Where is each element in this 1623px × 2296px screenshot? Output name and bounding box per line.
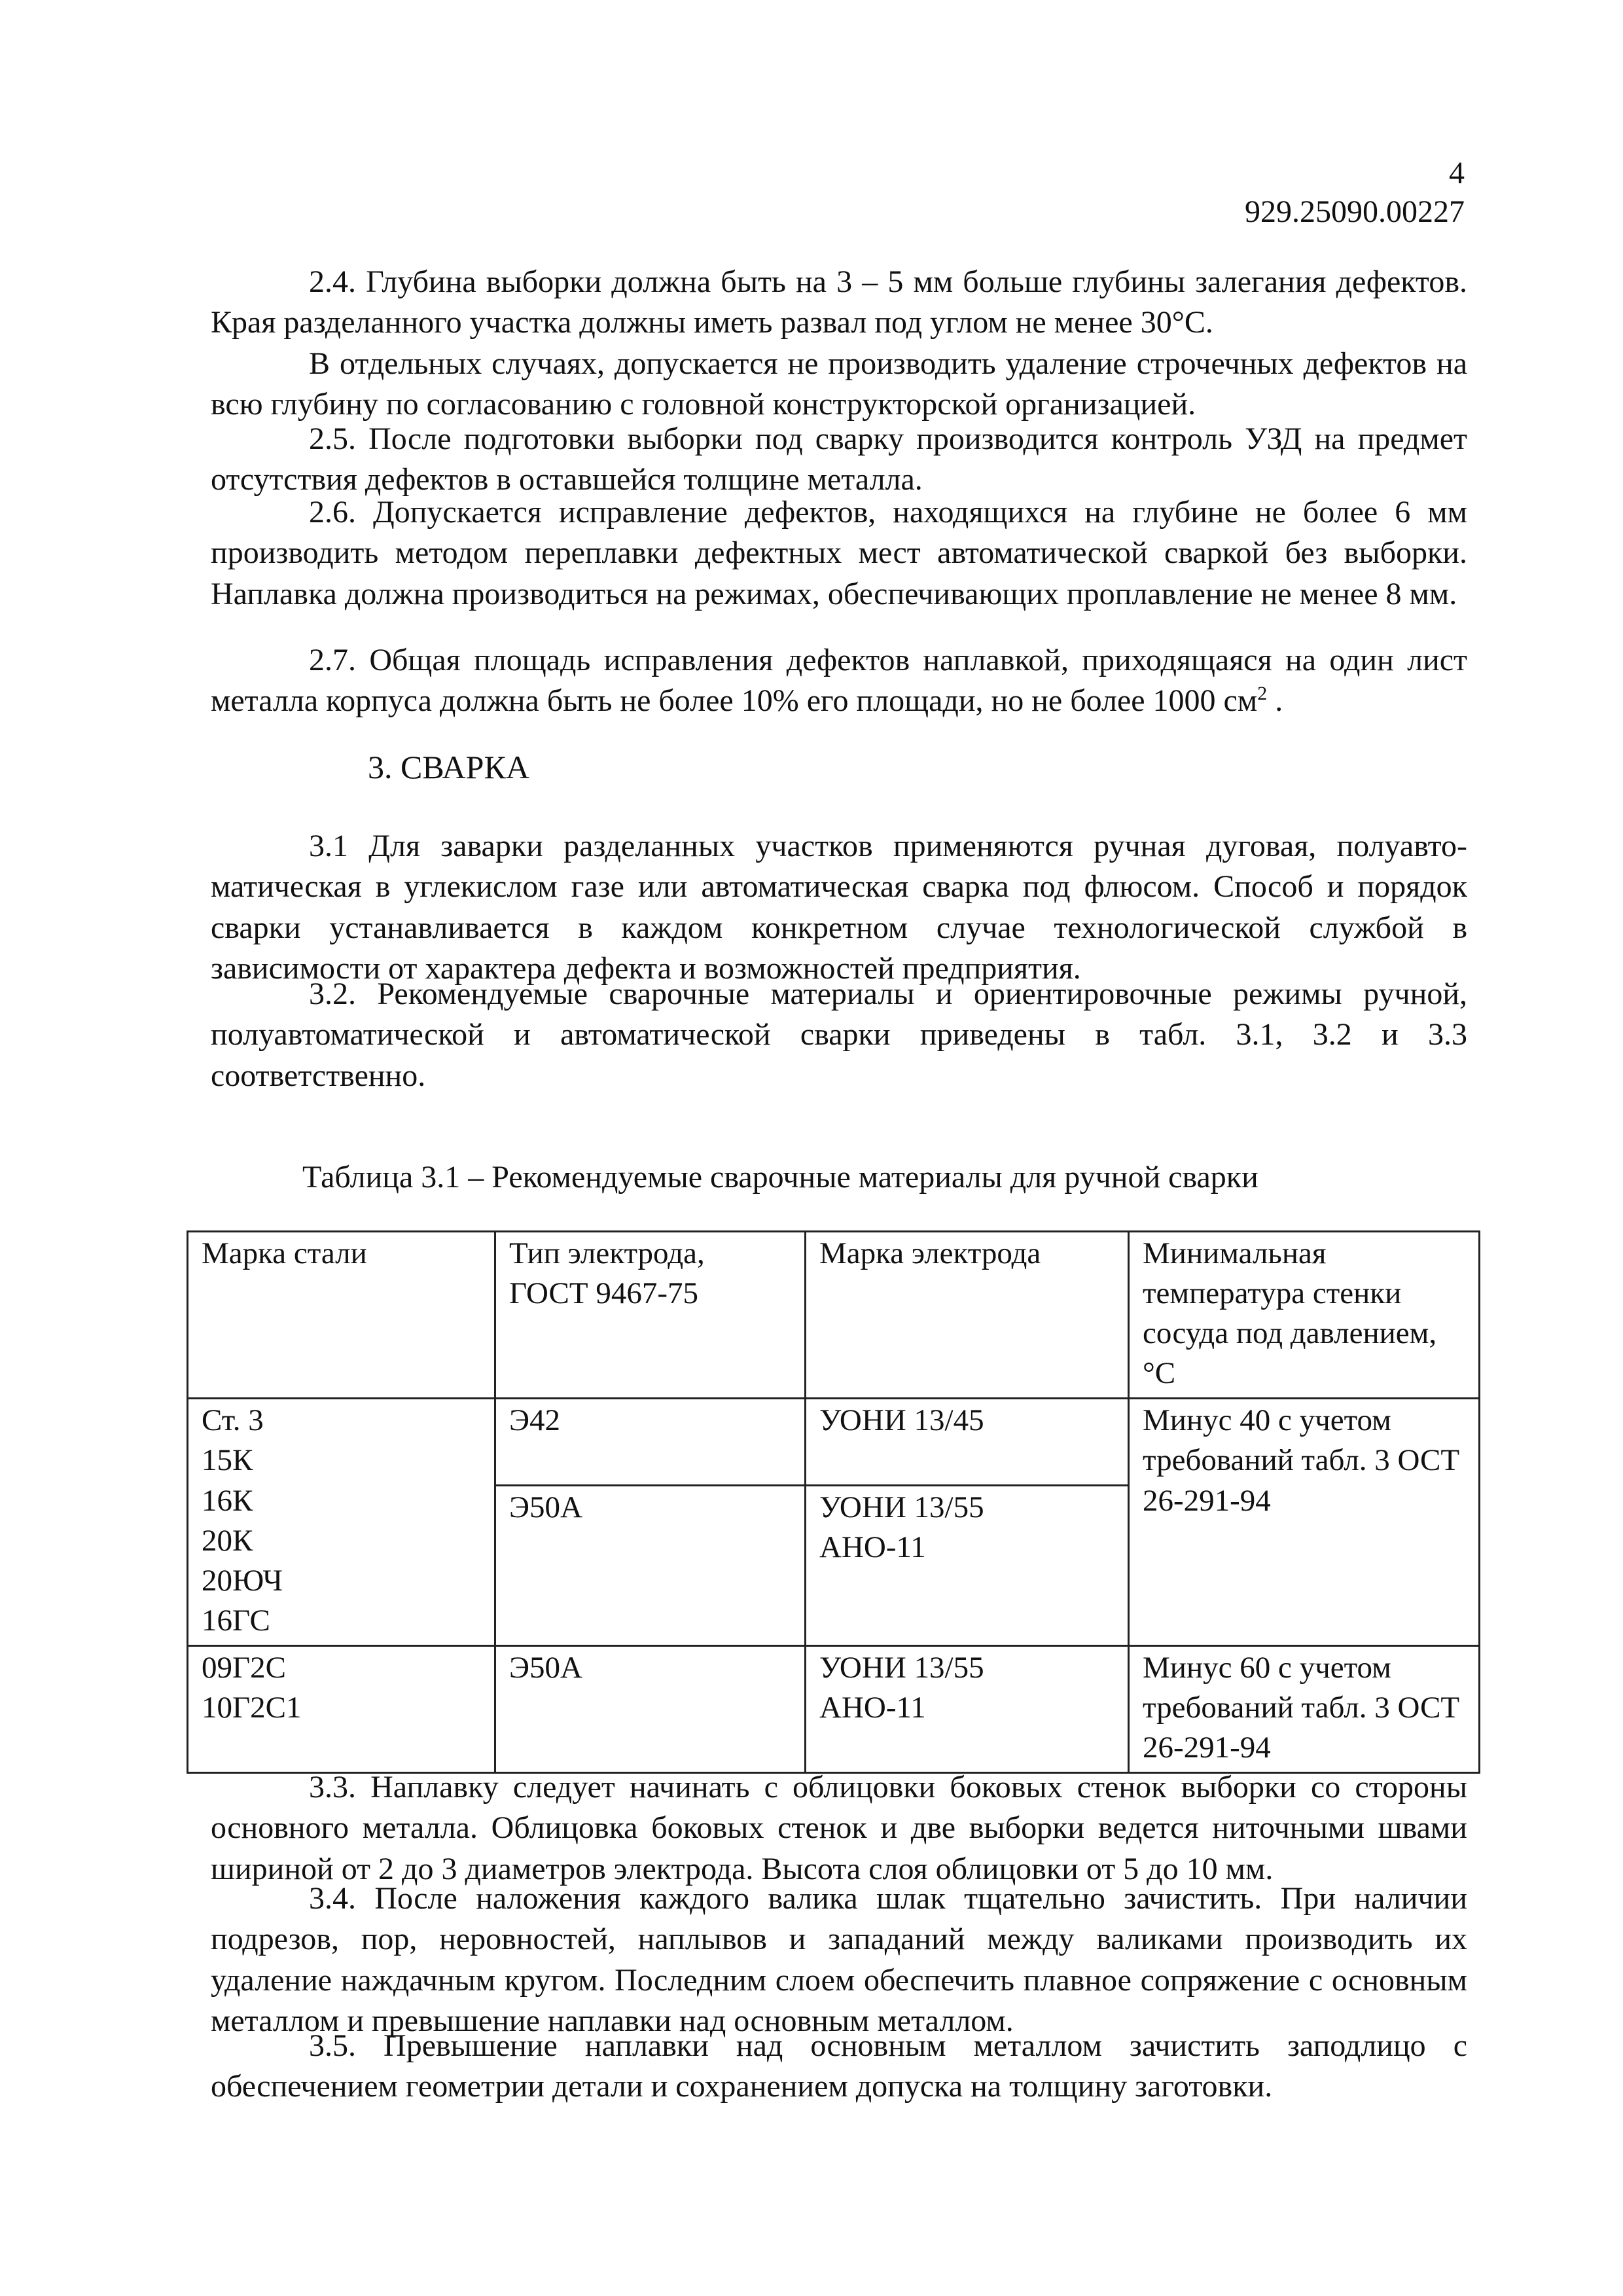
table-caption: Таблица 3.1 – Рекомендуемые сварочные материалы для ручной сварки xyxy=(302,1160,1258,1194)
header-cell: Минимальная температура стенки сосуда под давлением, °С xyxy=(1129,1232,1480,1399)
paragraph-2-5: 2.5. После подготовки выборки под сварку производится контроль УЗД на предмет отсутствия дефектов в оставшейся толщине металла. xyxy=(211,422,1467,497)
paragraph-2-4-note: В отдельных случаях, допускается не производить удаление строчечных дефектов на всю глубину по согласованию с головной конструкторской организацией. xyxy=(211,346,1467,422)
paragraph-3-3: 3.3. Наплавку следует начинать с облицовки боковых стенок выборки со стороны основного металла. Облицовка боковых стенок и две выборки ведется ниточными швами шириной от 2 до 3 диаметров электрода. Высота слоя облицовки от 5 до 10 мм. xyxy=(211,1770,1467,1886)
header-cell: Марка электрода xyxy=(806,1232,1129,1399)
paragraph-3-4: 3.4. После наложения каждого валика шлак тщательно зачистить. При наличии подрезов, пор, неровностей, наплывов и западаний между валиками производить их удаление наждачным кругом. Последним слоем обеспечить плавное сопряжение с основным металлом и превышение наплавки над основным металлом. xyxy=(211,1881,1467,2039)
header-cell: Марка стали xyxy=(188,1232,495,1399)
paragraph-3-5: 3.5. Превышение наплавки над основным металлом зачистить заподлицо с обеспечением геометрии детали и сохранением допуска на толщину заготовки. xyxy=(211,2028,1467,2104)
paragraph-2-7: 2.7. Общая площадь исправления дефектов наплавкой, приходящаяся на один лист металла корпуса должна быть не более 10% его площади, но не более 1000 $см^2$ . xyxy=(211,643,1467,719)
paragraph-3-1: 3.1 Для заварки разделанных участков применяются ручная дуговая, полуавто-матическая в углекислом газе или автоматическая сварка под флюсом. Способ и порядок сварки устанавливается в каждом конкретном случае технологической службой в зависимости от характера дефекта и возможностей предприятия. xyxy=(211,829,1467,986)
header-cell: Тип электрода, ГОСТ 9467-75 xyxy=(495,1232,806,1399)
superscript: 2 xyxy=(1257,683,1268,705)
electrode-type-cell: Э42 xyxy=(495,1399,806,1486)
min-temperature-cell: Минус 60 с учетом требований табл. 3 ОСТ 26-291-94 xyxy=(1129,1645,1480,1772)
electrode-type-cell: Э50А xyxy=(495,1645,806,1772)
electrode-brand-cell: УОНИ 13/45 xyxy=(806,1399,1129,1486)
document-number: 929.25090.00227 xyxy=(1245,194,1465,229)
electrode-brand-cell: УОНИ 13/55 АНО-11 xyxy=(806,1645,1129,1772)
electrode-brand-cell: УОНИ 13/55 АНО-11 xyxy=(806,1485,1129,1645)
paragraph-2-4: 2.4. Глубина выборки должна быть на 3 – 5 мм больше глубины залегания дефектов. Края разделанного участка должны иметь развал под углом не менее 30°С. xyxy=(211,264,1467,340)
welding-materials-table xyxy=(187,1230,1480,1774)
table-row xyxy=(188,1645,1480,1772)
table-row xyxy=(188,1399,1480,1486)
page-number: 4 xyxy=(1449,156,1465,190)
table-header-row xyxy=(188,1232,1480,1399)
section-heading: 3. СВАРКА xyxy=(368,749,529,785)
min-temperature-cell: Минус 40 с учетом требований табл. 3 ОСТ 26-291-94 xyxy=(1129,1399,1480,1646)
paragraph-2-6: 2.6. Допускается исправление дефектов, находящихся на глубине не более 6 мм производить методом переплавки дефектных мест автоматической сваркой без выборки. Наплавка должна производиться на режимах, обеспечивающих проплавление не менее 8 мм. xyxy=(211,495,1467,611)
electrode-type-cell: Э50А xyxy=(495,1485,806,1645)
paragraph-3-2: 3.2. Рекомендуемые сварочные материалы и ориентировочные режимы ручной, полуавтоматической и автоматической сварки приведены в табл. 3.1, 3.2 и 3.3 соответственно. xyxy=(211,977,1467,1093)
page-header xyxy=(1245,154,1465,231)
steel-grades-cell: Ст. 3 15К 16К 20К 20ЮЧ 16ГС xyxy=(188,1399,495,1646)
steel-grades-cell: 09Г2С 10Г2С1 xyxy=(188,1645,495,1772)
